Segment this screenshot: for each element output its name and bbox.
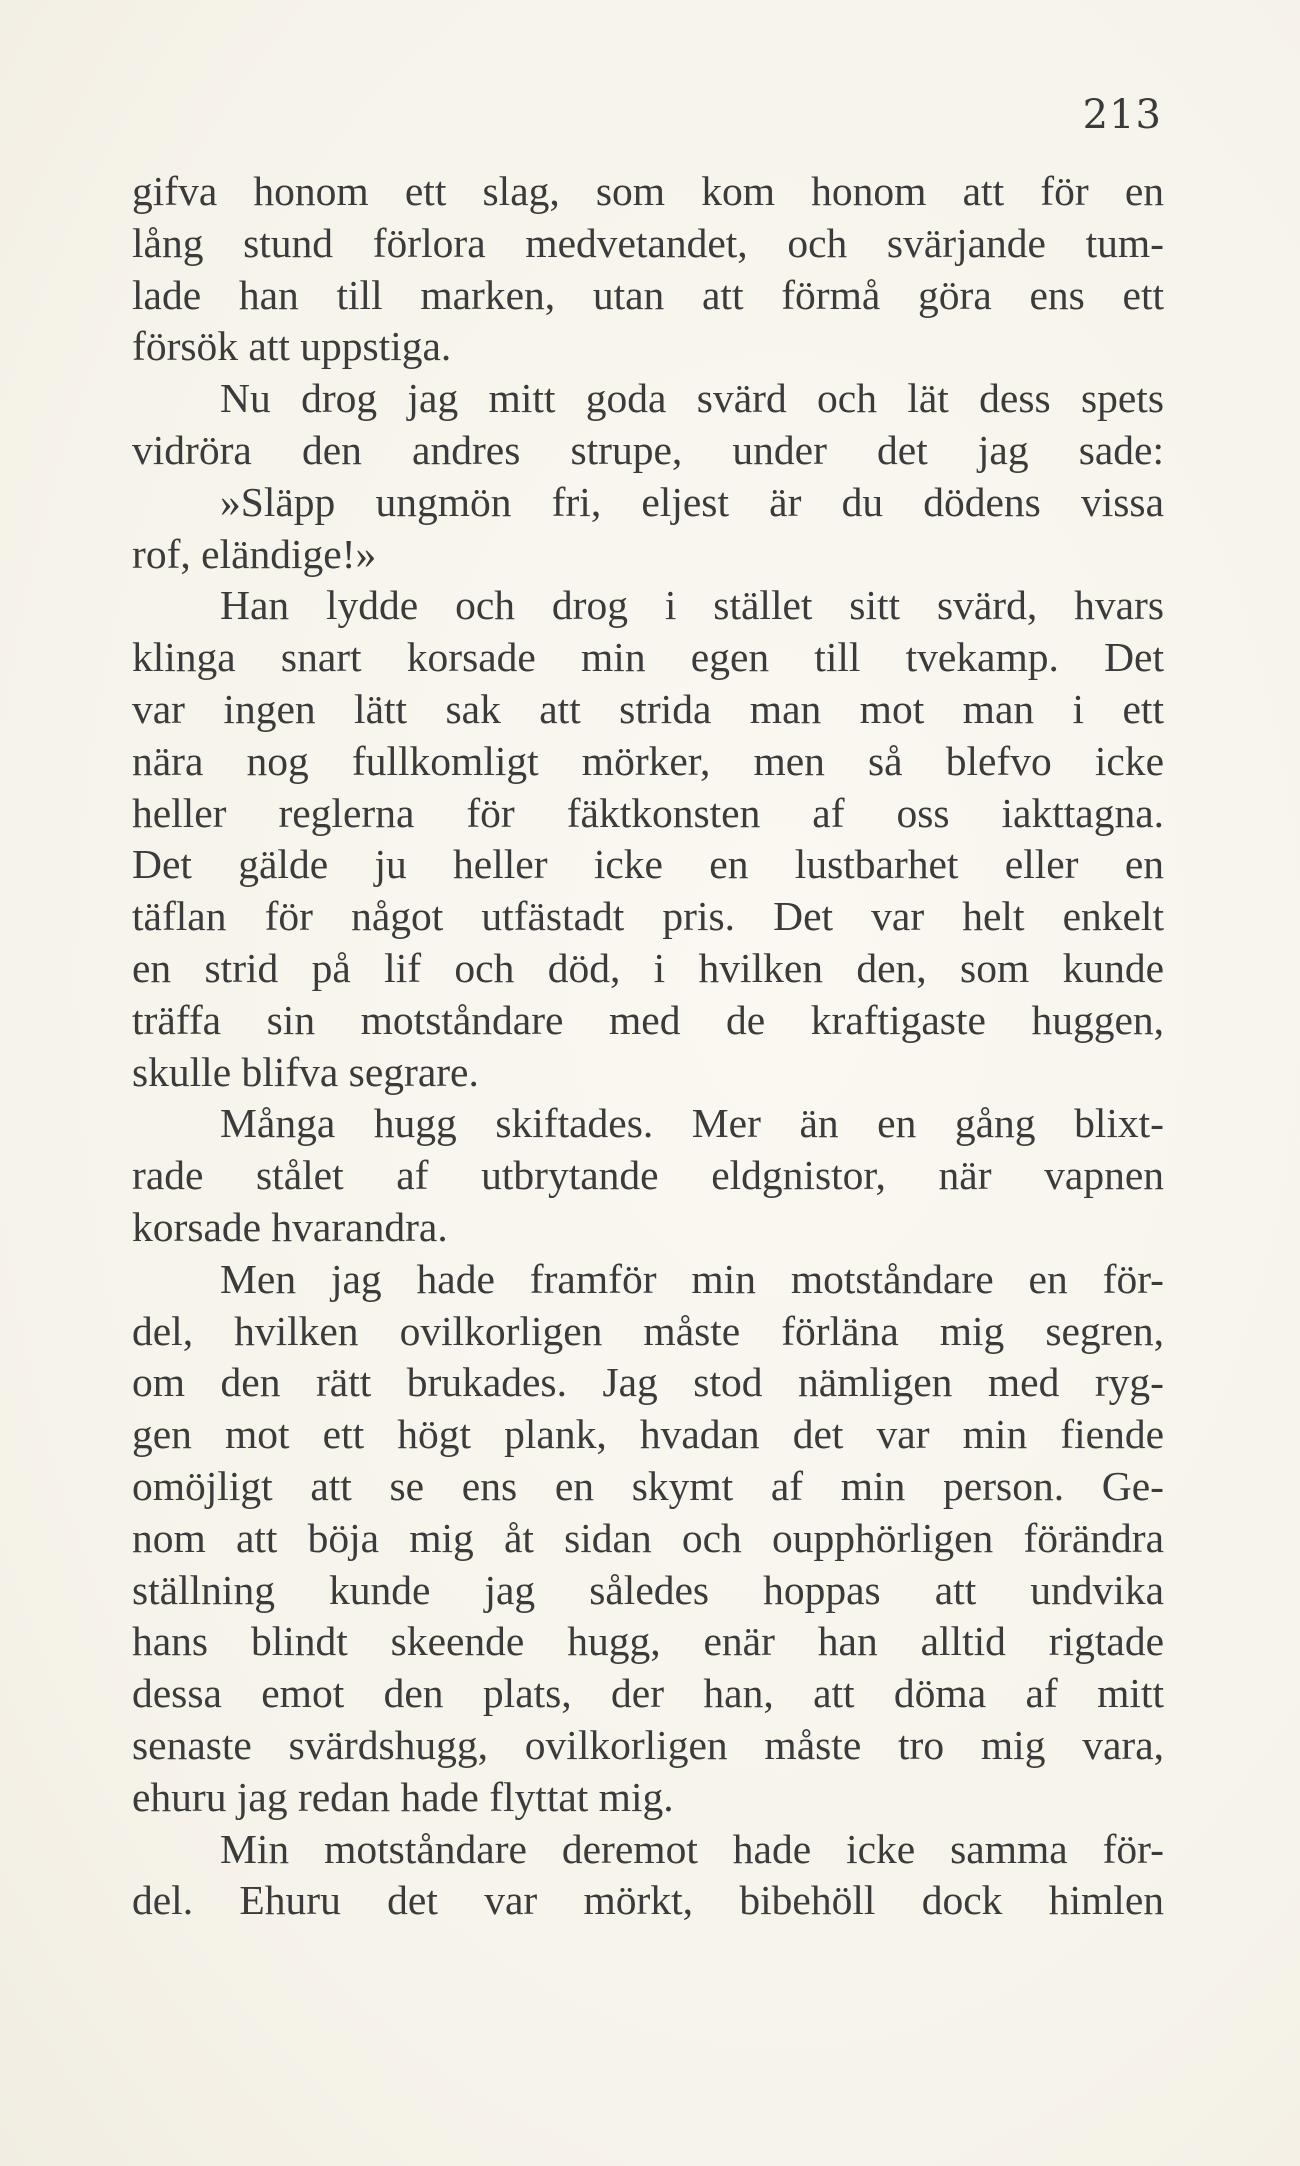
text-line: hans blindt skeende hugg, enär han alltid rigtade	[132, 1618, 1164, 1665]
text-line: ställning kunde jag således hoppas att undvika	[132, 1566, 1164, 1613]
text-line: täflan för något utfästadt pris. Det var helt enkelt	[132, 893, 1164, 940]
text-line: del, hvilken ovilkorligen måste förläna mig segren,	[132, 1307, 1164, 1354]
text-line: Han lydde och drog i stället sitt svärd, hvars	[220, 582, 1164, 629]
text-line: nära nog fullkomligt mörker, men så blefvo icke	[132, 737, 1164, 784]
page-number: 213	[1082, 92, 1162, 138]
text-line: heller reglerna för fäktkonsten af oss iakttagna.	[132, 789, 1164, 836]
text-line: träffa sin motståndare med de kraftigaste huggen,	[132, 996, 1164, 1043]
text-line: försök att uppstiga.	[132, 323, 452, 370]
text-line: senaste svärdshugg, ovilkorligen måste tro mig vara,	[132, 1721, 1164, 1768]
text-line: skulle blifva segrare.	[132, 1048, 479, 1095]
text-line: rade stålet af utbrytande eldgnistor, när vapnen	[132, 1152, 1164, 1199]
text-line: var ingen lätt sak att strida man mot man i ett	[132, 685, 1164, 732]
text-line: lång stund förlora medvetandet, och svärjande tum-	[132, 219, 1164, 266]
text-line: Men jag hade framför min motståndare en för-	[220, 1255, 1164, 1302]
text-line: ehuru jag redan hade flyttat mig.	[132, 1773, 674, 1820]
text-line: en strid på lif och död, i hvilken den, som kunde	[132, 944, 1164, 991]
text-line: Nu drog jag mitt goda svärd och lät dess spets	[220, 375, 1164, 422]
text-line: Många hugg skiftades. Mer än en gång blixt-	[220, 1100, 1164, 1147]
text-line: gifva honom ett slag, som kom honom att för en	[132, 168, 1164, 214]
text-line: dessa emot den plats, der han, att döma af mitt	[132, 1670, 1164, 1717]
text-line: omöjligt att se ens en skymt af min person. Ge-	[132, 1462, 1164, 1509]
text-line: gen mot ett högt plank, hvadan det var min fiende	[132, 1411, 1164, 1458]
text-line: del. Ehuru det var mörkt, bibehöll dock himlen	[132, 1877, 1164, 1924]
text-line: vidröra den andres strupe, under det jag sade:	[132, 426, 1164, 473]
body-text	[132, 166, 1164, 1927]
text-line: »Släpp ungmön fri, eljest är du dödens vissa	[220, 478, 1164, 525]
text-line: nom att böja mig åt sidan och oupphörligen förändra	[132, 1514, 1164, 1561]
text-line: om den rätt brukades. Jag stod nämligen med ryg-	[132, 1359, 1164, 1406]
text-line: korsade hvarandra.	[132, 1203, 448, 1250]
text-line: klinga snart korsade min egen till tvekamp. Det	[132, 634, 1164, 681]
text-line: lade han till marken, utan att förmå göra ens ett	[132, 271, 1164, 318]
text-line: Min motståndare deremot hade icke samma för-	[220, 1825, 1164, 1872]
text-line: Det gälde ju heller icke en lustbarhet eller en	[132, 841, 1164, 888]
text-line: rof, eländige!»	[132, 530, 377, 577]
